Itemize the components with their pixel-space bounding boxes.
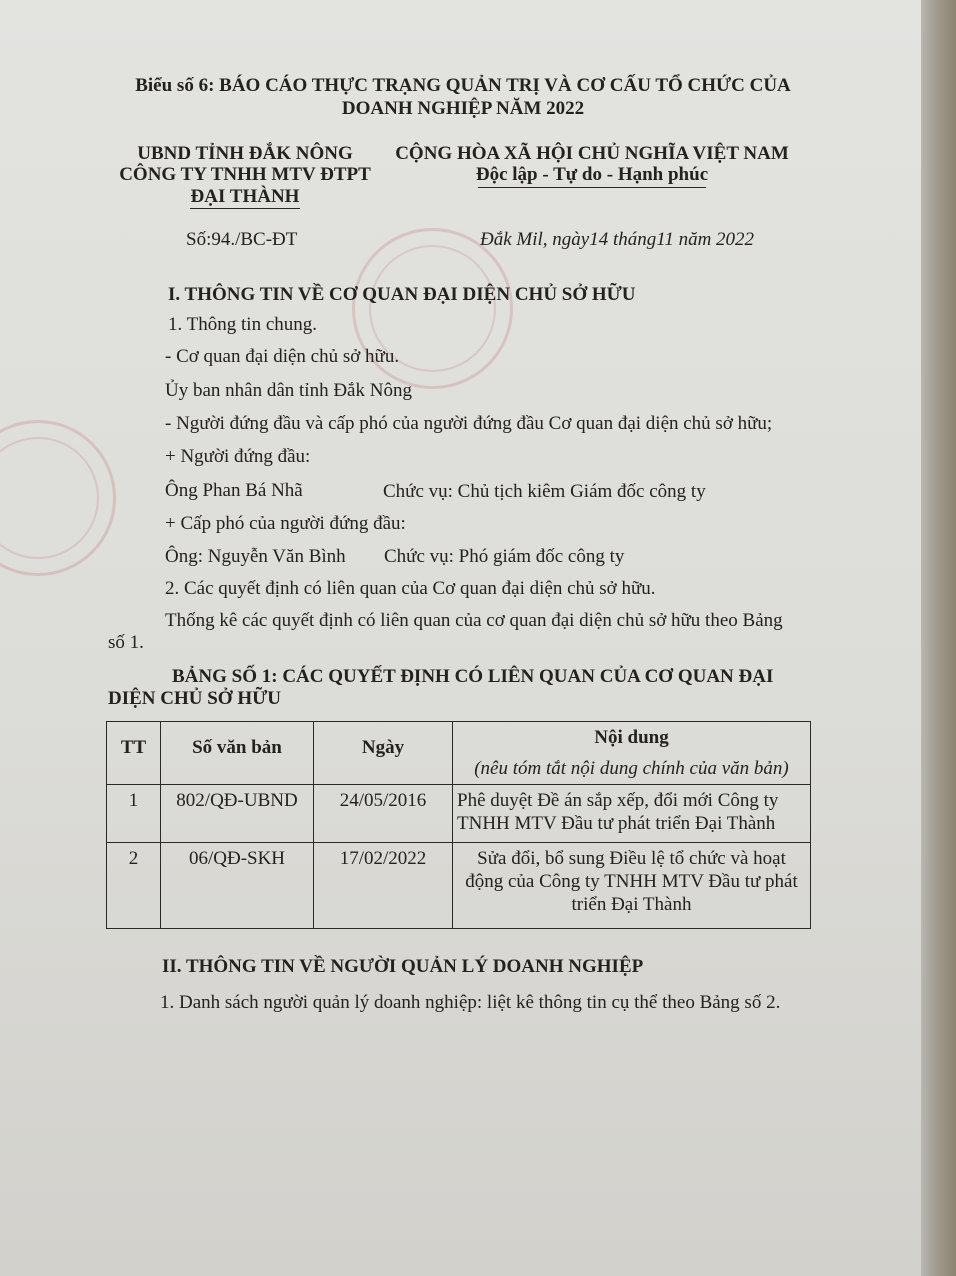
- deputy-name: Ông: Nguyễn Văn Bình: [165, 546, 346, 567]
- issuer-line3: ĐẠI THÀNH: [190, 186, 300, 207]
- issuer-line1: UBND TỈNH ĐẮK NÔNG: [137, 143, 353, 164]
- side-seal-stamp: [0, 420, 116, 576]
- table-row: [107, 785, 811, 843]
- row1-so: 802/QĐ-UBND: [161, 785, 314, 843]
- row2-ngay: 17/02/2022: [314, 843, 453, 929]
- decisions-table: [106, 721, 811, 929]
- section1-p2: - Cơ quan đại diện chủ sở hữu.: [165, 346, 400, 367]
- section1-p5: + Người đứng đầu:: [165, 446, 311, 467]
- page-shadow-edge: [921, 0, 956, 1276]
- row1-ngay: 24/05/2016: [314, 785, 453, 843]
- issuer-underline: [190, 208, 300, 209]
- header-noi-dung-title: Nội dung: [594, 727, 669, 748]
- table-row: [107, 843, 811, 929]
- row1-tt: 1: [107, 785, 161, 843]
- row1-noi-dung: Phê duyệt Đề án sắp xếp, đổi mới Công ty TNHH MTV Đầu tư phát triển Đại Thành: [453, 785, 811, 843]
- section1-p4: - Người đứng đầu và cấp phó của người đứng đầu Cơ quan đại diện chủ sở hữu;: [165, 413, 773, 434]
- section1-p8-line1: Thống kê các quyết định có liên quan của cơ quan đại diện chủ sở hữu theo Bảng: [165, 610, 783, 631]
- section1-p7: 2. Các quyết định có liên quan của Cơ quan đại diện chủ sở hữu.: [165, 578, 656, 599]
- header-so-van-ban: Số văn bản: [161, 722, 314, 785]
- head-role: Chức vụ: Chủ tịch kiêm Giám đốc công ty: [383, 481, 706, 502]
- issuer-line2: CÔNG TY TNHH MTV ĐTPT: [119, 164, 371, 185]
- section1-p3: Ủy ban nhân dân tỉnh Đắk Nông: [165, 380, 412, 401]
- section1-p1: 1. Thông tin chung.: [168, 314, 318, 335]
- row2-so: 06/QĐ-SKH: [161, 843, 314, 929]
- nation-line1: CỘNG HÒA XÃ HỘI CHỦ NGHĨA VIỆT NAM: [395, 143, 789, 164]
- section1-p8-line2: số 1.: [108, 632, 144, 653]
- row2-tt: 2: [107, 843, 161, 929]
- section2-heading: II. THÔNG TIN VỀ NGƯỜI QUẢN LÝ DOANH NGHIỆP: [162, 956, 644, 977]
- table1-title-line2: DIỆN CHỦ SỞ HỮU: [108, 688, 281, 709]
- header-ngay: Ngày: [314, 722, 453, 785]
- section1-p6: + Cấp phó của người đứng đầu:: [165, 513, 406, 534]
- motto-underline: [478, 187, 706, 188]
- doc-number: Số:94./BC-ĐT: [186, 229, 298, 250]
- table-header-row: [107, 722, 811, 785]
- form-title-line2: DOANH NGHIỆP NĂM 2022: [341, 98, 585, 119]
- deputy-role: Chức vụ: Phó giám đốc công ty: [384, 546, 625, 567]
- nation-motto: Độc lập - Tự do - Hạnh phúc: [475, 164, 709, 185]
- section1-heading: I. THÔNG TIN VỀ CƠ QUAN ĐẠI DIỆN CHỦ SỞ HỮU: [168, 284, 636, 305]
- section2-p1: 1. Danh sách người quản lý doanh nghiệp: liệt kê thông tin cụ thể theo Bảng số 2.: [160, 992, 781, 1013]
- table1-title-line1: BẢNG SỐ 1: CÁC QUYẾT ĐỊNH CÓ LIÊN QUAN CỦA CƠ QUAN ĐẠI: [172, 666, 774, 687]
- form-title-line1: Biểu số 6: BÁO CÁO THỰC TRẠNG QUẢN TRỊ VÀ CƠ CẤU TỔ CHỨC CỦA: [135, 75, 791, 96]
- place-date: Đắk Mil, ngày14 tháng11 năm 2022: [480, 229, 755, 250]
- header-tt: TT: [107, 722, 161, 785]
- head-name: Ông Phan Bá Nhã: [165, 480, 303, 501]
- header-noi-dung-sub: (nêu tóm tắt nội dung chính của văn bản): [474, 758, 789, 779]
- header-noi-dung: [453, 722, 811, 785]
- row2-noi-dung: Sửa đổi, bổ sung Điều lệ tổ chức và hoạt động của Công ty TNHH MTV Đầu tư phát triển Đại Thành: [453, 843, 811, 929]
